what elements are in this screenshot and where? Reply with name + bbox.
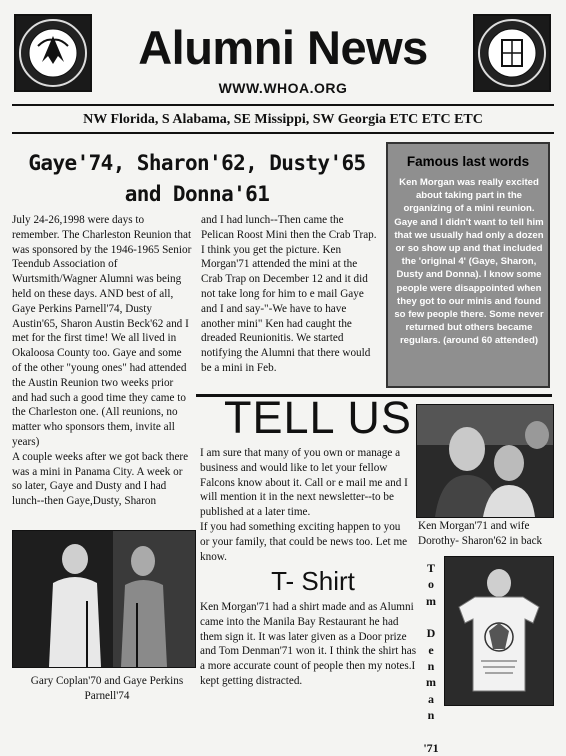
region-banner: NW Florida, S Alabama, SE Missippi, SW Georgia ETC ETC ETC (83, 112, 483, 127)
caption-letter: e (428, 642, 434, 657)
caption-letter: m (426, 593, 436, 608)
tshirt-text: Ken Morgan'71 had a shirt made and as Alumni came into the Manila Bay Restaurant he had them sign it. It was later given as a Door prize and Tom Denman'71 won it. I think the shirt has a more accurate count of people then my notes.I kept getting distracted. (200, 601, 417, 687)
caption-letter: n (427, 659, 435, 674)
right-seal-logo (473, 14, 551, 92)
article-column-1 (12, 213, 192, 509)
tom-denman-vertical-caption (420, 560, 442, 756)
caption-letter: a (428, 691, 434, 706)
article-headline: Gaye'74, Sharon'62, Dusty'65 and Donna'61 (28, 151, 366, 206)
left-seal-logo (14, 14, 92, 92)
region-rule (12, 132, 554, 134)
caption-letter (420, 609, 442, 625)
sidebar-title: Famous last words (406, 154, 530, 169)
article-column-2: and I had lunch--Then came the Pelican Roost Mini then the Crab Trap. I think you get the picture. Ken Morgan'71 attended the mini at the Crab Trap on December 12 and it did not take long for him to e mail Gaye and I and say-"-We have to have another mini" Ken had caught the dreaded Reunionitis. We started notifying the Alumni that there would be a mini in Feb. (201, 214, 377, 374)
tell-us-heading: TELL US (224, 392, 412, 443)
caption-letter: n (427, 708, 435, 723)
article-paragraph: July 24-26,1998 were days to remember. The Charleston Reunion that was sponsored by the 1946-1965 Senior Teendub Association of Wurtsmith/Wagner Alumni was being held on these days. AND best of all, Gaye Perkins Parnell'74, Dusty Austin'65, Sharon Austin Beck'62 and I met for the first time! We all lived in Okaloosa County too. Gaye and some of the other "young ones" had attended the Austin Reunion two weeks prior and had such a good time they came to the Charleston one. (All reunions, no matter who sponsors them, invite all years) (12, 214, 192, 448)
gary-gaye-photo (12, 530, 196, 668)
caption-letter: o (428, 577, 434, 592)
tshirt-heading: T- Shirt (271, 566, 355, 596)
tell-us-text (200, 446, 410, 564)
caption-letter (420, 724, 442, 740)
tell-us-paragraph: If you had something exciting happen to you or your family, that could be news too. Let me know. (200, 520, 408, 563)
tell-us-paragraph: I am sure that many of you own or manage a business and would like to let your fellow Falcons know about it. Call or e mail me and I will mention it in the next newsletter--to be published at a later time. (200, 447, 408, 519)
ken-morgan-photo (416, 404, 554, 518)
caption-letter: T (426, 561, 435, 575)
caption-letter: m (426, 675, 436, 690)
masthead-title: Alumni News (138, 21, 428, 74)
ken-morgan-caption: Ken Morgan'71 and wife Dorothy- Sharon'62 in back (418, 520, 543, 547)
tom-denman-tshirt-photo (444, 556, 554, 706)
masthead-url[interactable]: WWW.WHOA.ORG (218, 80, 348, 96)
top-rule (12, 104, 554, 106)
famous-last-words-box (386, 142, 550, 388)
article-paragraph: A couple weeks after we got back there was a mini in Panama City. A week or so later, Gaye and Dusty and I had lunch--then Gaye,Dusty, Sharon (12, 450, 189, 508)
sidebar-text: Ken Morgan was really excited about taking part in the organizing of a mini reunion. Gaye and I didn't want to tell him that we usually had only a dozen or so show up and that included the 'original 4' (Gaye, Sharon, Dusty and Donna). I know some people were disappointed when they got to our minis and found so few people there. Some never returned but others became regulars. (around 60 attended) (394, 177, 544, 347)
caption-letter: D (426, 626, 436, 641)
caption-letter: '71 (423, 740, 439, 755)
gary-gaye-caption: Gary Coplan'70 and Gaye Perkins Parnell'74 (30, 675, 184, 702)
